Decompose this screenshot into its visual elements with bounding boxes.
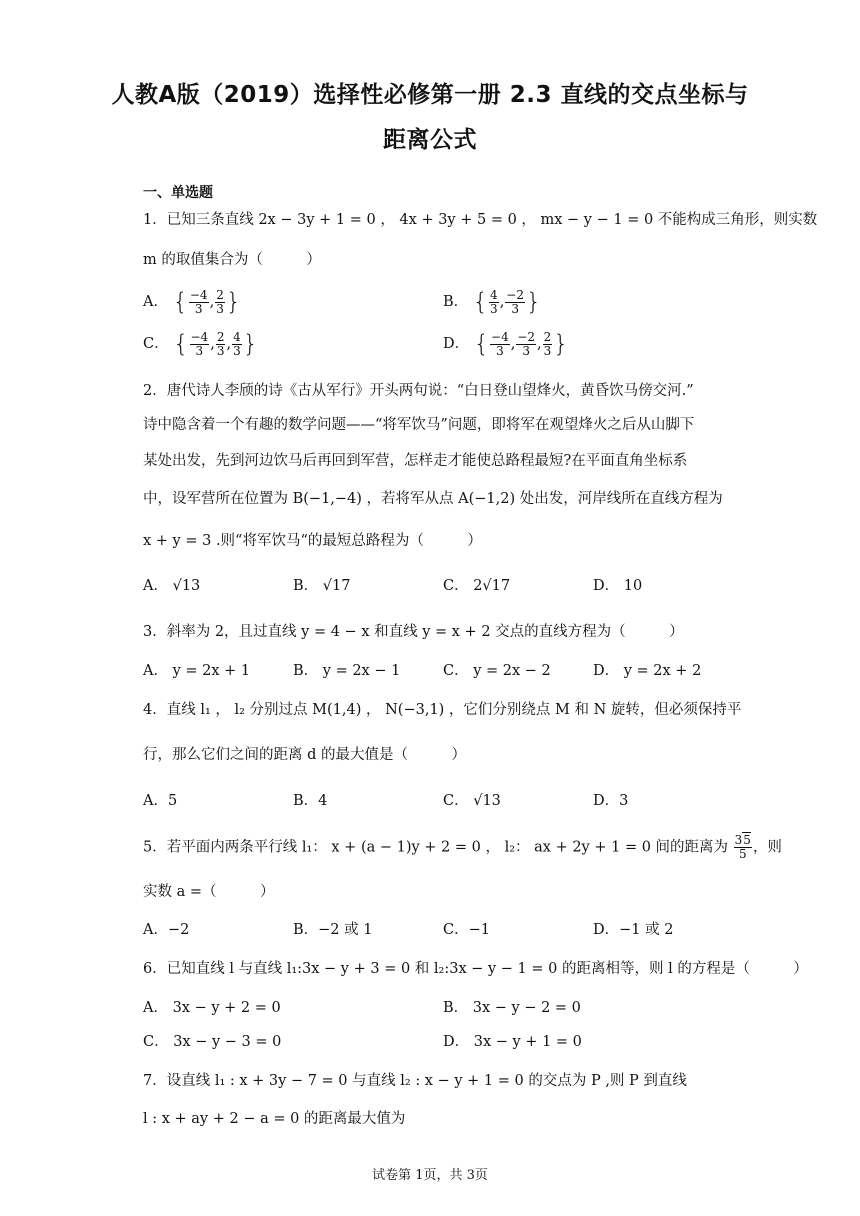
q6-option-a: A． 3x − y + 2 = 0 [143, 1000, 281, 1016]
q1-option-d: D． { $\frac{-4}{3}$ , $\frac{-2}{3}$ , $\frac{2}{3}$ } [443, 329, 569, 358]
brace-open-glyph: { [172, 288, 188, 316]
page-title-line1: 人教A版（2019）选择性必修第一册 2.3 直线的交点坐标与 [111, 82, 749, 108]
q6-option-c: C． 3x − y − 3 = 0 [143, 1034, 282, 1050]
q2-stem-line1: 2．唐代诗人李颀的诗《古从军行》开头两句说：“白日登山望烽火，黄昏饮马傍交河.” [143, 383, 694, 399]
q5-option-c: C．−1 [443, 922, 490, 938]
fraction: $\frac{4}{3}$ [233, 329, 241, 358]
fraction: $\frac{-4}{3}$ [491, 329, 509, 358]
brace-open-glyph: { [473, 330, 490, 358]
q2-option-b: B． √17 [293, 578, 351, 594]
brace-open-glyph: { [173, 330, 189, 358]
brace-close-glyph: } [526, 288, 542, 316]
q2-stem-line5: x + y = 3 .则“将军饮马“的最短总路程为（ ） [143, 533, 482, 549]
q5-option-b: B．−2 或 1 [293, 922, 373, 938]
q1-option-c: C． { $\frac{-4}{3}$ , $\frac{2}{3}$ , $\frac{4}{3}$ } [143, 329, 258, 358]
q6-option-d: D． 3x − y + 1 = 0 [443, 1034, 582, 1050]
page-title-line2: 距离公式 [383, 127, 477, 153]
q1-option-a-label: A． [143, 294, 168, 310]
q6-option-b: B． 3x − y − 2 = 0 [443, 1000, 581, 1016]
q3-option-d: D． y = 2x + 2 [593, 663, 702, 679]
q4-option-d: D．3 [593, 793, 629, 809]
q2-stem-line4: 中，设军营所在位置为 B(−1,−4) ，若将军从点 A(−1,2) 处出发，河岸线所在直线方程为 [143, 491, 723, 507]
q1-option-b-label: B． [443, 294, 469, 310]
q2-option-c: C． 2√17 [443, 578, 511, 594]
q7-stem-line1: 7．设直线 l₁ : x + 3y − 7 = 0 与直线 l₂ : x − y + 1 = 0 的交点为 P ,则 P 到直线 [143, 1073, 687, 1089]
brace-close-glyph: } [553, 330, 569, 358]
fraction: $\frac{-4}{3}$ [190, 329, 209, 358]
q2-option-d: D． 10 [593, 578, 643, 594]
fraction: $\frac{4}{3}$ [490, 287, 498, 316]
q6-stem-line1: 6．已知直线 l 与直线 l₁:3x − y + 3 = 0 和 l₂:3x − y − 1 = 0 的距离相等，则 l 的方程是（ ） [143, 961, 808, 977]
q5-stem-line1 [143, 834, 782, 861]
fraction: $\frac{-2}{3}$ [506, 287, 524, 316]
q2-option-a: A． √13 [143, 578, 201, 594]
q3-stem-line1: 3．斜率为 2，且过直线 y = 4 − x 和直线 y = x + 2 交点的直线方程为（ ） [143, 624, 684, 640]
page-footer: 试卷第 1页，共 3页 [372, 1168, 488, 1183]
q1-option-d-label: D． [443, 336, 470, 352]
q5-stem-text: 5．若平面内两条平行线 l₁： x + (a − 1)y + 2 = 0 ， l₂： ax + 2y + 1 = 0 间的距离为 [143, 839, 729, 856]
q3-option-a: A． y = 2x + 1 [143, 663, 251, 679]
fraction: $\frac{-4}{3}$ [189, 287, 208, 316]
q5-stem-tail: ，则 [752, 839, 782, 856]
q5-option-a: A．−2 [143, 922, 190, 938]
q4-option-c: C． √13 [443, 793, 501, 809]
q3-option-c: C． y = 2x − 2 [443, 663, 551, 679]
brace-close-glyph: } [242, 330, 258, 358]
q2-stem-line2: 诗中隐含着一个有趣的数学问题——“将军饮马”问题，即将军在观望烽火之后从山脚下 [143, 417, 695, 433]
q3-option-b: B． y = 2x − 1 [293, 663, 401, 679]
q4-stem-line2: 行，那么它们之间的距离 d 的最大值是（ ） [143, 747, 466, 763]
brace-close-glyph: } [225, 288, 242, 316]
fraction: $\frac{-2}{3}$ [517, 329, 536, 358]
q5-stem-line2: 实数 a =（ ） [143, 884, 275, 900]
brace-open-glyph: { [472, 288, 489, 316]
q4-option-a: A．5 [143, 793, 178, 809]
q1-option-b: B． { $\frac{4}{3}$ , $\frac{-2}{3}$ } [443, 287, 542, 316]
section-heading: 一、单选题 [143, 185, 213, 201]
q4-option-b: B．4 [293, 793, 328, 809]
fraction: $\frac{2}{3}$ [216, 329, 225, 358]
fraction: $\frac{2}{3}$ [543, 329, 552, 358]
q1-stem-line1: 1．已知三条直线 2x − 3y + 1 = 0 ， 4x + 3y + 5 = 0 ， mx − y − 1 = 0 不能构成三角形，则实数 [143, 212, 818, 228]
q7-stem-line2: l : x + ay + 2 − a = 0 的距离最大值为 [143, 1111, 406, 1127]
q5-distance-fraction: $\frac{35}{5}$ [734, 833, 751, 861]
q2-stem-line3: 某处出发，先到河边饮马后再回到军营，怎样走才能使总路程最短?在平面直角坐标系 [143, 453, 688, 469]
q5-option-d: D．−1 或 2 [593, 922, 674, 938]
q1-option-a: A． { $\frac{-4}{3}$ , $\frac{2}{3}$ } [143, 287, 242, 316]
q1-stem-line2: m 的取值集合为（ ） [143, 252, 321, 268]
fraction: $\frac{2}{3}$ [216, 287, 224, 316]
q4-stem-line1: 4．直线 l₁ ， l₂ 分别过点 M(1,4) ， N(−3,1) ，它们分别绕点 M 和 N 旋转，但必须保持平 [143, 702, 742, 718]
q1-option-c-label: C． [143, 336, 169, 352]
